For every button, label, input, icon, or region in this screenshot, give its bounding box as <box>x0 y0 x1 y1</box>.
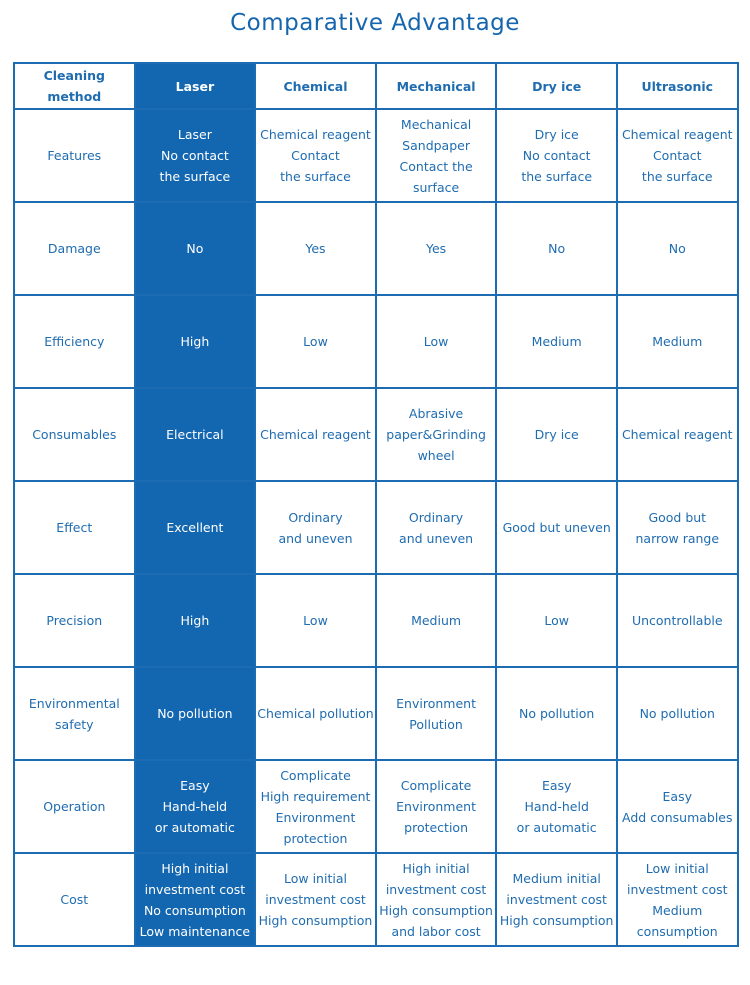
row-label: Features <box>14 109 135 202</box>
table-cell: Uncontrollable <box>617 574 738 667</box>
table-cell: Easy Hand-held or automatic <box>496 760 617 853</box>
table-cell: Medium <box>617 295 738 388</box>
table-cell: Dry ice <box>496 388 617 481</box>
table-cell: Chemical pollution <box>255 667 376 760</box>
table-cell: High <box>135 295 256 388</box>
table-cell: Medium <box>376 574 497 667</box>
table-cell: No <box>617 202 738 295</box>
row-label: Operation <box>14 760 135 853</box>
table-row-environmental-safety <box>14 667 738 760</box>
row-label: Effect <box>14 481 135 574</box>
row-label: Cost <box>14 853 135 946</box>
table-cell: Low initial investment cost Medium consumption <box>617 853 738 946</box>
table-cell: Dry ice No contact the surface <box>496 109 617 202</box>
table-cell: Complicate High requirement Environment protection <box>255 760 376 853</box>
row-label: Consumables <box>14 388 135 481</box>
table-row-cost <box>14 853 738 946</box>
table-cell: Chemical reagent Contact the surface <box>255 109 376 202</box>
table-cell: Abrasive paper&Grinding wheel <box>376 388 497 481</box>
row-label: Damage <box>14 202 135 295</box>
table-row-consumables <box>14 388 738 481</box>
table-row-efficiency <box>14 295 738 388</box>
table-cell: Easy Hand-held or automatic <box>135 760 256 853</box>
table-row-operation <box>14 760 738 853</box>
table-cell: Yes <box>376 202 497 295</box>
table-cell: No <box>135 202 256 295</box>
table-row-features <box>14 109 738 202</box>
table-cell: Chemical reagent <box>255 388 376 481</box>
row-label: Efficiency <box>14 295 135 388</box>
table-cell: Low <box>255 295 376 388</box>
table-cell: Excellent <box>135 481 256 574</box>
table-header-row <box>14 63 738 109</box>
table-row-damage <box>14 202 738 295</box>
table-cell: High initial investment cost High consumption and labor cost <box>376 853 497 946</box>
table-cell: Chemical reagent <box>617 388 738 481</box>
table-cell: Low initial investment cost High consumption <box>255 853 376 946</box>
header-cell-dry-ice: Dry ice <box>496 63 617 109</box>
table-cell: Easy Add consumables <box>617 760 738 853</box>
table-cell: Yes <box>255 202 376 295</box>
table-cell: Chemical reagent Contact the surface <box>617 109 738 202</box>
table-cell: Electrical <box>135 388 256 481</box>
table-cell: Mechanical Sandpaper Contact the surface <box>376 109 497 202</box>
table-cell: Ordinary and uneven <box>255 481 376 574</box>
header-cell-cleaning-method: Cleaning method <box>14 63 135 109</box>
table-cell: No <box>496 202 617 295</box>
table-cell: Ordinary and uneven <box>376 481 497 574</box>
table-cell: Medium <box>496 295 617 388</box>
header-cell-ultrasonic: Ultrasonic <box>617 63 738 109</box>
table-cell: No pollution <box>617 667 738 760</box>
table-cell: High initial investment cost No consumption Low maintenance <box>135 853 256 946</box>
table-cell: Good but uneven <box>496 481 617 574</box>
row-label: Precision <box>14 574 135 667</box>
table-cell: Low <box>376 295 497 388</box>
header-cell-mechanical: Mechanical <box>376 63 497 109</box>
table-cell: No pollution <box>135 667 256 760</box>
page-title: Comparative Advantage <box>230 10 520 36</box>
table-cell: High <box>135 574 256 667</box>
table-row-precision <box>14 574 738 667</box>
comparison-table <box>13 62 739 947</box>
table-cell: Low <box>496 574 617 667</box>
table-cell: Good but narrow range <box>617 481 738 574</box>
header-cell-chemical: Chemical <box>255 63 376 109</box>
table-row-effect <box>14 481 738 574</box>
table-cell: Environment Pollution <box>376 667 497 760</box>
table-cell: Medium initial investment cost High consumption <box>496 853 617 946</box>
table-cell: Laser No contact the surface <box>135 109 256 202</box>
table-cell: Low <box>255 574 376 667</box>
table-cell: Complicate Environment protection <box>376 760 497 853</box>
header-cell-laser: Laser <box>135 63 256 109</box>
row-label: Environmental safety <box>14 667 135 760</box>
table-cell: No pollution <box>496 667 617 760</box>
